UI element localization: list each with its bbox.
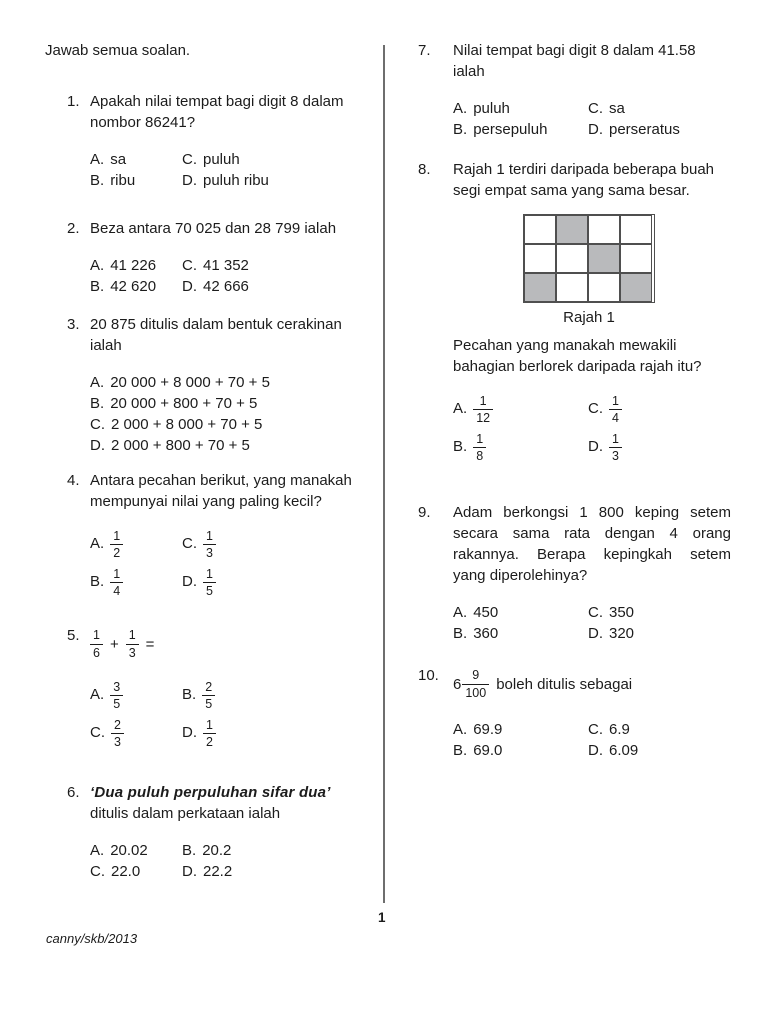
fraction <box>202 680 215 712</box>
option-b <box>182 840 231 861</box>
option-a <box>90 372 270 393</box>
mixed-whole: 6 <box>453 675 462 693</box>
option-label: C. <box>182 257 197 274</box>
option-b <box>453 119 588 140</box>
option-c <box>90 861 182 882</box>
question-number: 5. <box>67 627 80 644</box>
option-d <box>90 435 250 456</box>
fraction-denominator: 5 <box>110 695 123 711</box>
option-row <box>90 170 365 191</box>
option-row <box>453 740 731 761</box>
question-body <box>90 91 365 191</box>
question-number: 10. <box>418 667 439 684</box>
option-row <box>90 435 365 456</box>
option-label: B. <box>182 686 197 704</box>
fraction-numerator: 1 <box>206 528 213 543</box>
question-text-line: bahagian berlorek daripada rajah itu? <box>453 358 702 375</box>
question-4 <box>67 470 365 604</box>
option-label: A. <box>90 535 105 553</box>
option-label: B. <box>453 742 468 759</box>
fraction <box>473 394 493 426</box>
fraction <box>126 628 139 660</box>
option-d <box>588 119 680 140</box>
option-label: A. <box>453 400 468 418</box>
question-3 <box>67 314 365 456</box>
question-body <box>90 625 365 755</box>
option-label: D. <box>182 863 197 880</box>
option-d <box>182 170 269 191</box>
fraction-denominator: 3 <box>609 447 622 463</box>
option-value: 69.9 <box>473 721 503 738</box>
option-d <box>588 623 634 644</box>
option-row <box>453 431 731 464</box>
grid-cell <box>524 215 556 244</box>
fraction-denominator: 3 <box>126 644 139 660</box>
option-row <box>453 98 731 119</box>
option-value: 320 <box>609 625 635 642</box>
option-value: 360 <box>473 625 499 642</box>
option-label: C. <box>588 721 603 738</box>
question-text-line: segi empat sama yang sama besar. <box>453 182 690 199</box>
option-value: 6.09 <box>609 742 639 759</box>
grid-cell-shaded <box>524 273 556 302</box>
fraction <box>203 567 216 599</box>
answer-options <box>90 372 365 456</box>
option-value: 350 <box>609 604 635 621</box>
option-value: 20 000 + 8 000 + 70 + 5 <box>110 374 270 391</box>
grid-cell <box>556 273 588 302</box>
question-number: 6. <box>67 784 80 801</box>
option-a <box>90 840 182 861</box>
option-c <box>588 98 625 119</box>
fraction-numerator: 3 <box>113 679 121 694</box>
fraction-denominator: 4 <box>609 409 622 425</box>
fraction <box>462 668 489 700</box>
fraction-numerator: 1 <box>113 528 121 543</box>
option-a <box>90 680 182 712</box>
question-text-line: Nilai tempat bagi digit 8 dalam 41.58 <box>453 42 696 59</box>
option-label: D. <box>588 438 603 456</box>
option-label: C. <box>182 151 197 168</box>
option-b <box>90 393 257 414</box>
option-label: A. <box>90 686 105 704</box>
fraction-denominator: 3 <box>111 733 124 749</box>
answer-options <box>90 255 365 297</box>
question-text-line: Antara pecahan berikut, yang manakah <box>90 472 352 489</box>
answer-options <box>453 393 731 464</box>
fraction <box>473 432 486 464</box>
option-d <box>182 718 216 750</box>
page-number: 1 <box>378 910 386 925</box>
fraction-numerator: 1 <box>612 431 619 446</box>
option-label: A. <box>453 604 468 621</box>
option-value: sa <box>110 151 127 168</box>
option-c <box>182 255 249 276</box>
question-body <box>453 502 731 644</box>
option-row <box>90 149 365 170</box>
option-value: sa <box>609 100 625 117</box>
option-value: puluh <box>203 151 240 168</box>
left-column <box>45 76 365 882</box>
option-b <box>453 740 588 761</box>
math-expression <box>90 625 365 663</box>
question-number: 9. <box>418 504 431 521</box>
answer-options <box>90 679 365 750</box>
question-number: 2. <box>67 220 80 237</box>
fraction-numerator: 1 <box>476 431 484 446</box>
question-text-line: rakannya. Berapa kepingkah setem <box>453 546 731 563</box>
grid-cell <box>620 244 652 273</box>
fraction-denominator: 4 <box>110 582 123 598</box>
answer-options <box>453 98 731 140</box>
option-value: 20.2 <box>202 842 232 859</box>
footer-code: canny/skb/2013 <box>46 931 138 946</box>
option-b <box>453 432 588 464</box>
option-c <box>90 718 182 750</box>
option-value: 42 620 <box>110 278 157 295</box>
option-label: C. <box>588 400 603 418</box>
fraction-numerator: 1 <box>128 628 136 643</box>
question-text-line: ‘Dua puluh perpuluhan sifar dua’ <box>90 784 331 801</box>
option-label: D. <box>182 278 197 295</box>
figure-caption: Rajah 1 <box>563 309 615 326</box>
fraction-numerator: 1 <box>206 717 213 732</box>
option-value: 41 352 <box>203 257 249 274</box>
question-1 <box>67 91 365 191</box>
answer-options <box>90 840 365 882</box>
option-a <box>453 394 588 426</box>
option-value: 450 <box>473 604 499 621</box>
question-7 <box>418 40 731 140</box>
fraction-denominator: 5 <box>202 695 215 711</box>
option-row <box>90 566 365 599</box>
option-b <box>90 567 182 599</box>
option-a <box>90 529 182 561</box>
fraction-denominator: 2 <box>110 544 123 560</box>
option-label: A. <box>453 721 468 738</box>
question-text-line: yang diperolehinya? <box>453 567 588 584</box>
fraction-numerator: 1 <box>93 628 100 643</box>
option-label: A. <box>90 374 105 391</box>
fraction <box>203 718 216 750</box>
option-b <box>90 276 182 297</box>
question-text-line: Pecahan yang manakah mewakili <box>453 337 677 354</box>
option-label: D. <box>588 742 603 759</box>
question-number: 1. <box>67 93 80 110</box>
option-value: ribu <box>110 172 136 189</box>
option-row <box>453 719 731 740</box>
option-label: A. <box>90 257 105 274</box>
option-label: B. <box>453 438 468 456</box>
fraction-denominator: 5 <box>203 582 216 598</box>
question-number: 4. <box>67 472 80 489</box>
option-label: B. <box>90 172 105 189</box>
option-label: D. <box>182 573 197 591</box>
question-number: 7. <box>418 42 431 59</box>
fraction-denominator: 12 <box>473 409 493 425</box>
option-label: D. <box>182 724 197 742</box>
option-a <box>453 719 588 740</box>
question-text-line: Rajah 1 terdiri daripada beberapa buah <box>453 161 715 178</box>
grid-cell <box>588 215 620 244</box>
fraction <box>110 680 123 712</box>
option-value: 20 000 + 800 + 70 + 5 <box>110 395 258 412</box>
fraction <box>110 529 123 561</box>
option-row <box>453 393 731 426</box>
option-label: D. <box>182 172 197 189</box>
option-label: D. <box>90 437 105 454</box>
shaded-grid-diagram <box>523 214 655 303</box>
grid-cell-shaded <box>588 244 620 273</box>
option-value: perseratus <box>609 121 680 138</box>
option-label: B. <box>453 121 468 138</box>
fraction <box>111 718 124 750</box>
expression-operator: + <box>109 635 119 653</box>
option-d <box>588 432 622 464</box>
fraction-denominator: 100 <box>462 684 489 700</box>
option-value: 20.02 <box>110 842 148 859</box>
option-label: A. <box>453 100 468 117</box>
expression-operator: boleh ditulis sebagai <box>496 675 633 693</box>
grid-cell <box>524 244 556 273</box>
question-body <box>90 218 365 297</box>
question-body <box>90 782 365 882</box>
option-a <box>90 255 182 276</box>
figure-rajah-1 <box>523 214 655 328</box>
option-value: 2 000 + 8 000 + 70 + 5 <box>111 416 263 433</box>
question-body <box>453 159 731 469</box>
fraction <box>110 567 123 599</box>
option-row <box>90 255 365 276</box>
question-text-line: nombor 86241? <box>90 114 196 131</box>
option-row <box>453 119 731 140</box>
option-row <box>90 372 365 393</box>
option-value: 41 226 <box>110 257 157 274</box>
question-5 <box>67 625 365 755</box>
option-label: C. <box>90 416 105 433</box>
question-8 <box>418 159 731 469</box>
option-label: C. <box>182 535 197 553</box>
option-row <box>453 602 731 623</box>
option-label: B. <box>182 842 197 859</box>
fraction-denominator: 3 <box>203 544 216 560</box>
answer-options <box>90 528 365 599</box>
option-value: persepuluh <box>473 121 548 138</box>
grid-cell-shaded <box>620 273 652 302</box>
question-6 <box>67 782 365 882</box>
option-label: A. <box>90 842 105 859</box>
option-value: puluh <box>473 100 510 117</box>
option-label: D. <box>588 121 603 138</box>
grid-cell <box>588 273 620 302</box>
option-label: C. <box>90 724 105 742</box>
question-9 <box>418 502 731 644</box>
option-label: D. <box>588 625 603 642</box>
question-number: 3. <box>67 316 80 333</box>
question-body <box>90 470 365 604</box>
question-text-line: ditulis dalam perkataan ialah <box>90 805 281 822</box>
option-d <box>588 740 638 761</box>
option-label: B. <box>90 278 105 295</box>
option-c <box>588 719 630 740</box>
fraction-numerator: 1 <box>113 566 121 581</box>
option-b <box>182 680 215 712</box>
math-expression <box>453 665 731 703</box>
question-text-line: secara sama rata dengan 4 orang <box>453 525 731 542</box>
option-c <box>90 414 262 435</box>
expression-operator: = <box>145 635 155 653</box>
option-value: 22.2 <box>203 863 233 880</box>
instruction-text: Jawab semua soalan. <box>45 42 191 59</box>
option-c <box>182 149 240 170</box>
option-row <box>90 861 365 882</box>
question-body <box>453 40 731 140</box>
question-body <box>453 665 731 761</box>
option-label: C. <box>90 863 105 880</box>
question-2 <box>67 218 365 297</box>
fraction-numerator: 9 <box>472 668 480 683</box>
option-value: 69.0 <box>473 742 503 759</box>
question-number: 8. <box>418 161 431 178</box>
question-10 <box>418 665 731 761</box>
option-a <box>90 149 182 170</box>
right-column <box>418 40 731 761</box>
fraction-numerator: 1 <box>479 393 487 408</box>
option-d <box>182 276 249 297</box>
option-row <box>90 679 365 712</box>
fraction <box>203 529 216 561</box>
option-c <box>588 602 634 623</box>
option-b <box>90 170 182 191</box>
option-c <box>588 394 622 426</box>
option-label: A. <box>90 151 105 168</box>
fraction-numerator: 2 <box>114 717 121 732</box>
fraction-denominator: 2 <box>203 733 216 749</box>
fraction <box>609 432 622 464</box>
fraction-denominator: 8 <box>473 447 486 463</box>
option-a <box>453 602 588 623</box>
option-d <box>182 861 232 882</box>
option-label: B. <box>90 573 105 591</box>
option-row <box>453 623 731 644</box>
option-value: puluh ribu <box>203 172 269 189</box>
option-row <box>90 717 365 750</box>
grid-cell-shaded <box>556 215 588 244</box>
fraction-numerator: 1 <box>612 393 619 408</box>
fraction-numerator: 1 <box>206 566 213 581</box>
answer-options <box>90 149 365 191</box>
question-text-line: Adam berkongsi 1 800 keping setem <box>453 504 731 521</box>
option-row <box>90 414 365 435</box>
option-value: 6.9 <box>609 721 630 738</box>
option-a <box>453 98 588 119</box>
column-divider-line <box>383 45 385 903</box>
fraction <box>90 628 103 660</box>
option-label: B. <box>90 395 105 412</box>
option-label: C. <box>588 100 603 117</box>
option-label: C. <box>588 604 603 621</box>
question-text-line: ialah <box>453 63 485 80</box>
answer-options <box>453 602 731 644</box>
option-d <box>182 567 216 599</box>
question-text-line: 20 875 ditulis dalam bentuk cerakinan ialah <box>90 316 342 354</box>
grid-cell <box>556 244 588 273</box>
fraction <box>609 394 622 426</box>
question-text-line: Apakah nilai tempat bagi digit 8 dalam <box>90 93 344 110</box>
question-text-line: Beza antara 70 025 dan 28 799 ialah <box>90 220 337 237</box>
option-value: 42 666 <box>203 278 249 295</box>
option-value: 22.0 <box>111 863 141 880</box>
option-row <box>90 276 365 297</box>
answer-options <box>453 719 731 761</box>
option-label: B. <box>453 625 468 642</box>
grid-cell <box>620 215 652 244</box>
option-c <box>182 529 216 561</box>
option-value: 2 000 + 800 + 70 + 5 <box>111 437 250 454</box>
option-row <box>90 528 365 561</box>
mixed-number <box>453 668 489 700</box>
option-b <box>453 623 588 644</box>
question-body <box>90 314 365 456</box>
fraction-numerator: 2 <box>205 679 213 694</box>
option-row <box>90 393 365 414</box>
question-text-line: mempunyai nilai yang paling kecil? <box>90 493 322 510</box>
option-row <box>90 840 365 861</box>
fraction-denominator: 6 <box>90 644 103 660</box>
